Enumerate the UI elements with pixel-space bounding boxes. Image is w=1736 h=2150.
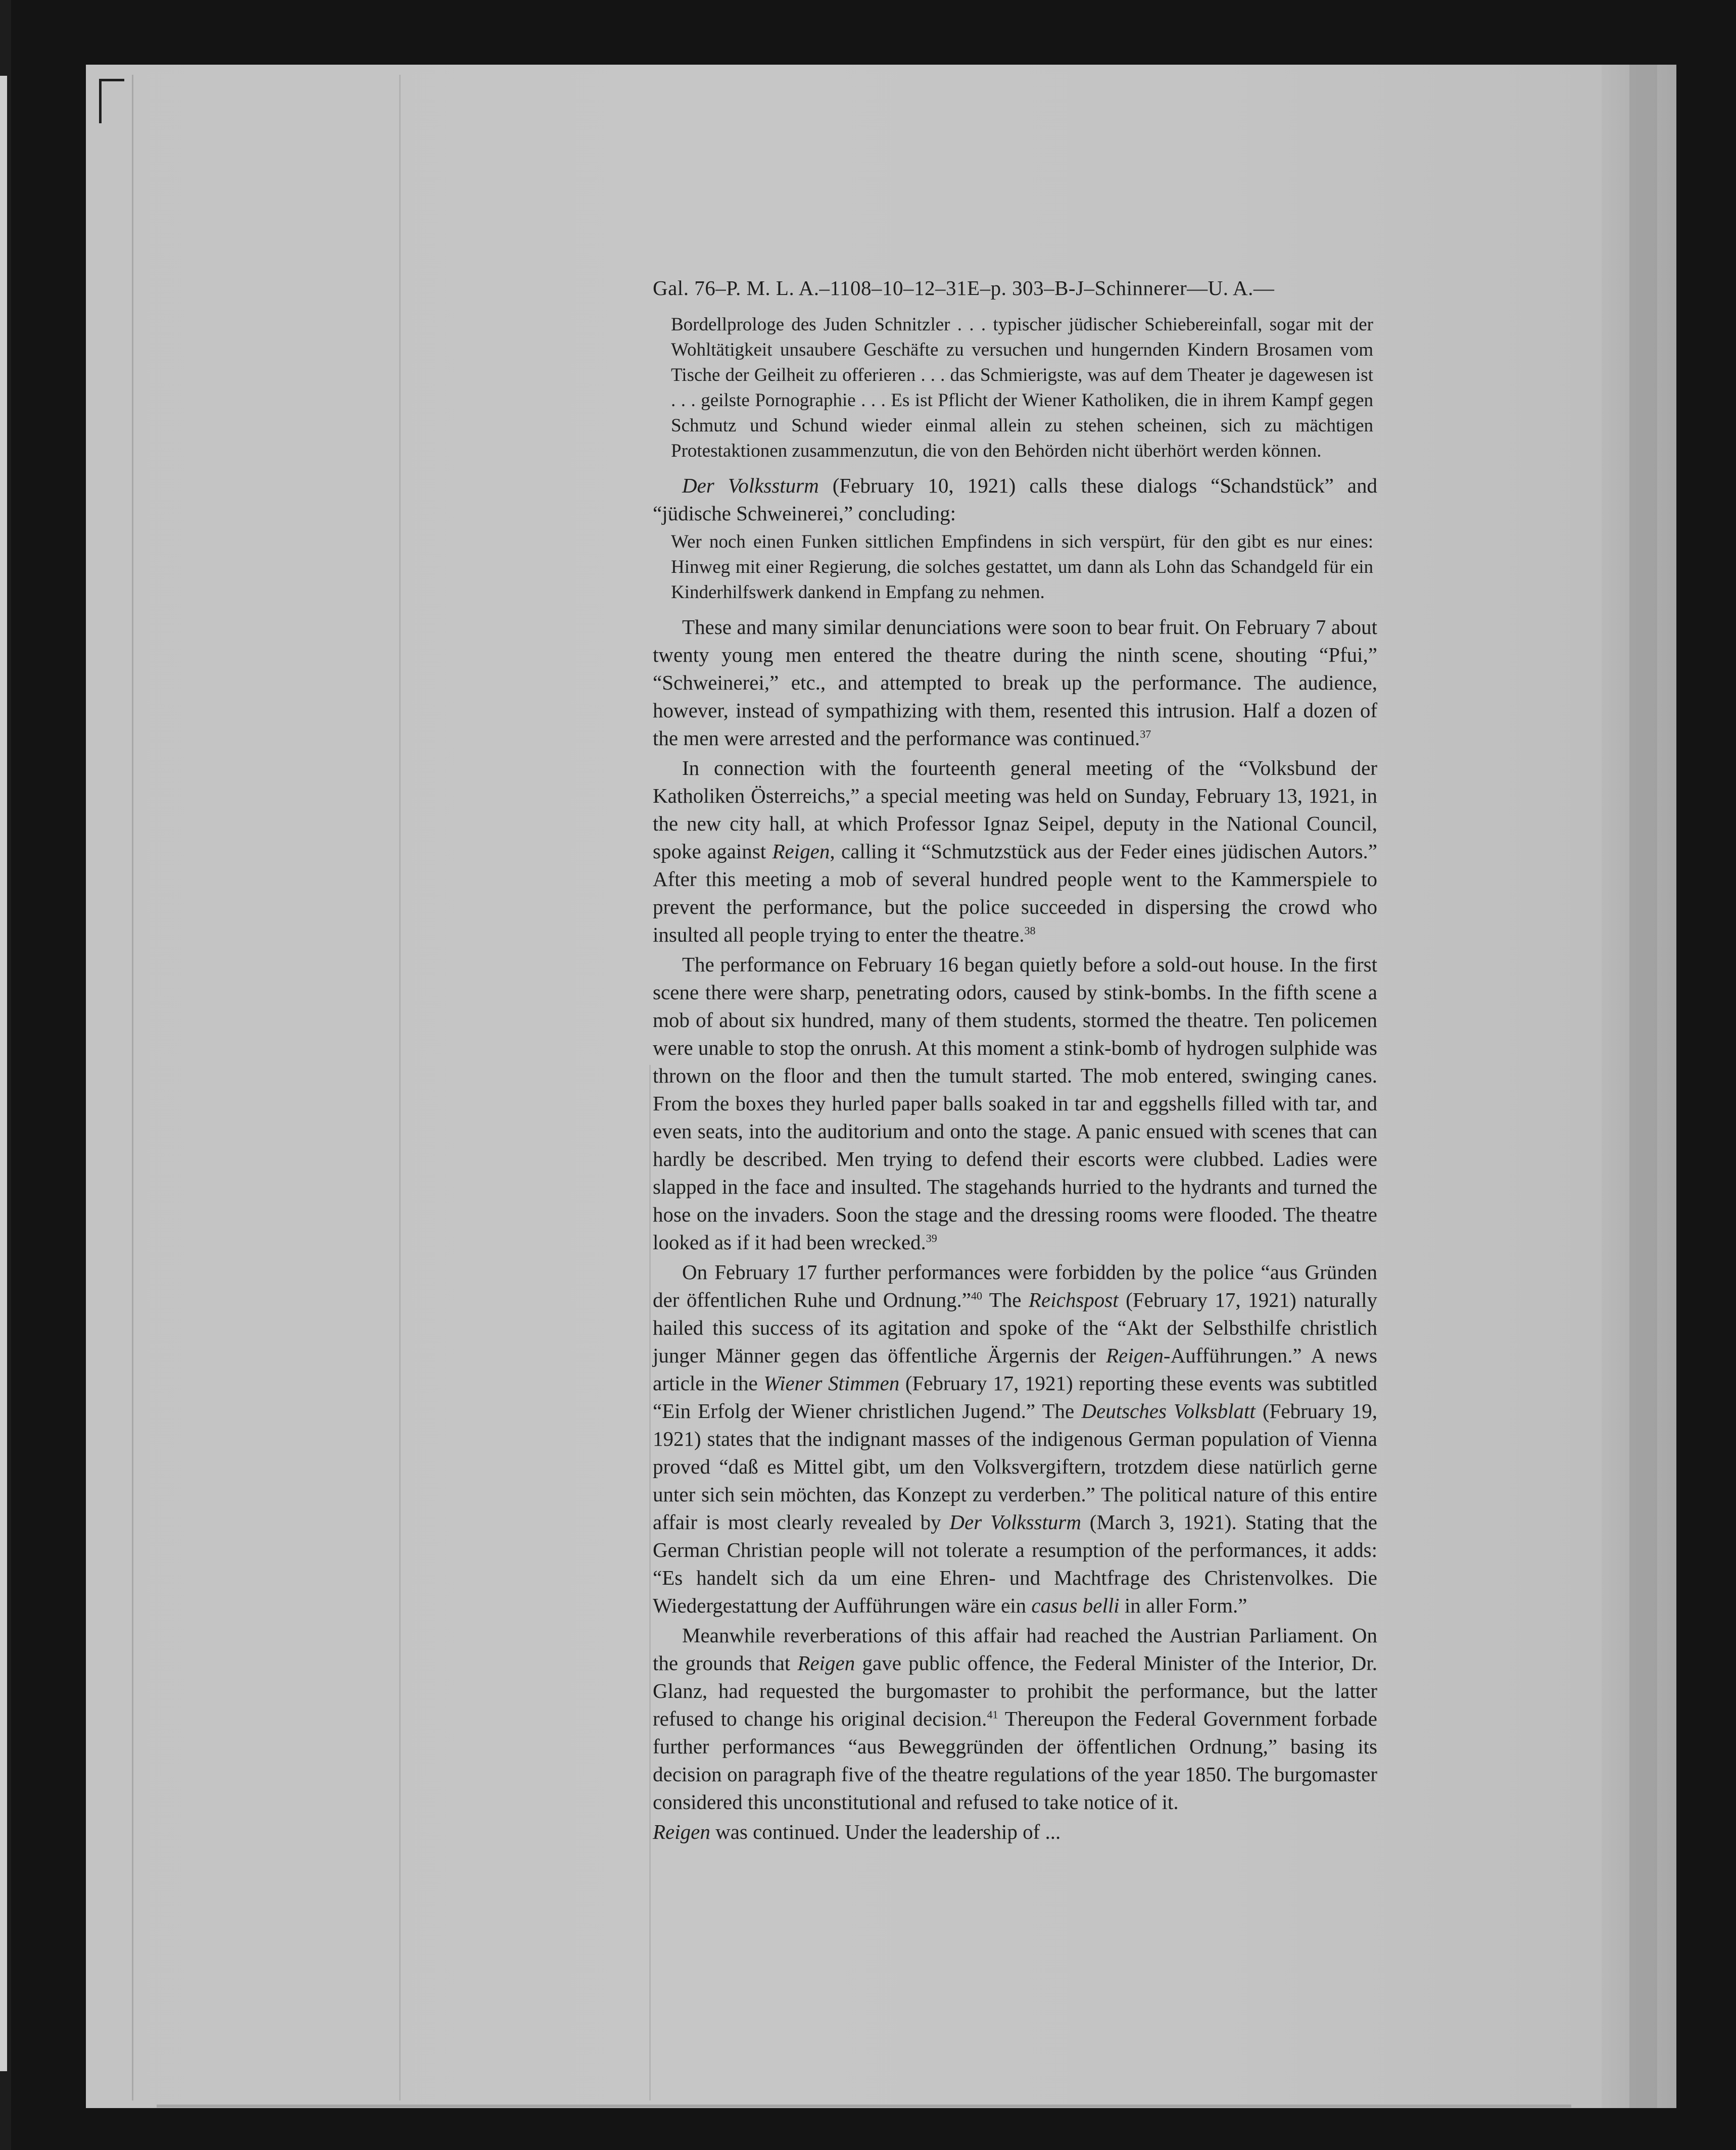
footnote-ref: 39: [926, 1232, 937, 1245]
paragraph-cutoff: Reigen was continued. Under the leadership of ...: [653, 1820, 1061, 1843]
citation-title: Reigen: [653, 1820, 710, 1843]
paragraph-feb17: On February 17 further performances were forbidden by the police “aus Gründen der öffentlichen Ruhe und Ordnung.”$^{40}$ The Reichspost (February 17, 1921) naturally hailed this success of its agitation and spoke of the “Akt der Selbsthilfe christlich junger Männer gegen das öffentliche Ärgernis der Reigen-Aufführungen.” A news article in the Wiener Stimmen (February 17, 1921) reporting these events was subtitled “Ein Erfolg der Wiener christlichen Jugend.” The Deutsches Volksblatt (February 19, 1921) states that the indignant masses of the indigenous German population of Vienna proved “daß es Mittel gibt, um den Volksvergiftern, trotzdem diese natürlich gerne unter sich sein möchten, das Konzept zu verderben.” The political nature of this entire affair is most clearly revealed by Der Volkssturm (March 3, 1921). Stating that the German Christian people will not tolerate a resumption of the performances, it adds: “Es handelt sich da um eine Ehren- und Machtfrage des Christenvolkes. Die Wiedergestattung der Aufführungen wäre ein casus belli in aller Form.”: [653, 1260, 1377, 1617]
galley-header: Gal. 76–P. M. L. A.–1108–10–12–31E–p. 303–B-J–Schinnerer—U. A.—: [653, 276, 1275, 300]
citation-title: Der Volkssturm: [682, 474, 819, 497]
paragraph-feb16: The performance on February 16 began quietly before a sold-out house. In the first scene there were sharp, penetrating odors, caused by stink-bombs. In the fifth scene a mob of about six hundred, many of them students, stormed the theatre. Ten policemen were unable to stop the onrush. At this moment a stink-bomb of hydrogen sulphide was thrown on the floor and then the tumult started. The mob entered, swinging canes. From the boxes they hurled paper balls soaked in tar and eggshells filled with tar, and even seats, into the auditorium and onto the stage. A panic ensued with scenes that can hardly be described. Men trying to defend their escorts were clubbed. Ladies were slapped in the face and insulted. The stagehands hurried to the hydrants and turned the hose on the invaders. Soon the stage and the dressing rooms were flooded. The theatre looked as if it had been wrecked.$^{39}$: [653, 953, 1377, 1254]
right-shadow-band: [1629, 65, 1657, 2108]
paragraph-parliament: Meanwhile reverberations of this affair had reached the Austrian Parliament. On the grounds that Reigen gave public offence, the Federal Minister of the Interior, Dr. Glanz, had requested the burgomaster to prohibit the performance, but the latter refused to change his original decision.$^{41}$ Thereupon the Federal Government forbade further performances “aus Beweggründen der öffentlichen Ordnung,” basing its decision on paragraph five of the theatre regulations of the year 1850. The burgomaster considered this unconstitutional and refused to take notice of it.: [653, 1624, 1377, 1814]
citation-title: Reichspost: [1029, 1288, 1119, 1311]
citation-title: Deutsches Volksblatt: [1081, 1399, 1256, 1423]
paragraph-volkssturm: Der Volkssturm (February 10, 1921) calls these dialogs “Schandstück” and “jüdische Schweinerei,” concluding:: [653, 474, 1377, 525]
film-edge-strip: [0, 76, 7, 2071]
footnote-ref: 40: [971, 1289, 982, 1302]
citation-title: Der Volkssturm: [949, 1510, 1081, 1534]
latin-phrase: casus belli: [1031, 1594, 1120, 1617]
crop-corner-mark: [99, 79, 124, 123]
citation-title: Reigen: [1106, 1344, 1164, 1367]
blockquote-schnitzler: Bordellprologe des Juden Schnitzler . . . typischer jüdischer Schiebereinfall, sogar mit der Wohltätigkeit unsaubere Geschäfte zu versuchen und hungernden Kindern Brosamen vom Tische der Geilheit zu offerieren . . . das Schmierigste, was auf dem Theater je dagewesen ist . . . geilste Pornographie . . . Es ist Pflicht der Wiener Katholiken, die in ihrem Kampf gegen Schmutz und Schund wieder einmal allein zu stehen scheinen, sich zu mächtigen Protestaktionen zusammenzutun, die von den Behörden nicht überhört werden können.: [671, 314, 1373, 461]
citation-title: Reigen: [797, 1651, 855, 1675]
fold-line: [649, 1065, 651, 2100]
footnote-ref: 37: [1140, 727, 1151, 741]
bottom-edge: [157, 2105, 1571, 2108]
citation-title: Wiener Stimmen: [763, 1372, 900, 1395]
blockquote-volkssturm: Wer noch einen Funken sittlichen Empfindens in sich verspürt, für den gibt es nur eines: Hinweg mit einer Regierung, die solches gestattet, um dann als Lohn das Schandgeld für ein Kinderhilfswerk dankend in Empfang zu nehmen.: [671, 531, 1373, 603]
fold-line: [132, 75, 133, 2100]
paragraph-volksbund: In connection with the fourteenth general meeting of the “Volksbund der Katholiken Österreichs,” a special meeting was held on Sunday, February 13, 1921, in the new city hall, at which Professor Ignaz Seipel, deputy in the National Council, spoke against Reigen, calling it “Schmutzstück aus der Feder eines jüdischen Autors.” After this meeting a mob of several hundred people went to the Kammerspiele to prevent the performance, but the police succeeded in dispersing the crowd who insulted all people trying to enter the theatre.$^{38}$: [653, 756, 1377, 946]
fold-line: [399, 75, 401, 2100]
footnote-ref: 41: [987, 1708, 998, 1721]
paragraph-denunciations: These and many similar denunciations were soon to bear fruit. On February 7 about twenty young men entered the theatre during the ninth scene, shouting “Pfui,” “Schweinerei,” etc., and attempted to break up the performance. The audience, however, instead of sympathizing with them, resented this intrusion. Half a dozen of the men were arrested and the performance was continued.$^{37}$: [653, 615, 1377, 750]
citation-title: Reigen: [772, 840, 830, 863]
footnote-ref: 38: [1024, 924, 1036, 937]
galley-text: [653, 273, 1377, 1846]
